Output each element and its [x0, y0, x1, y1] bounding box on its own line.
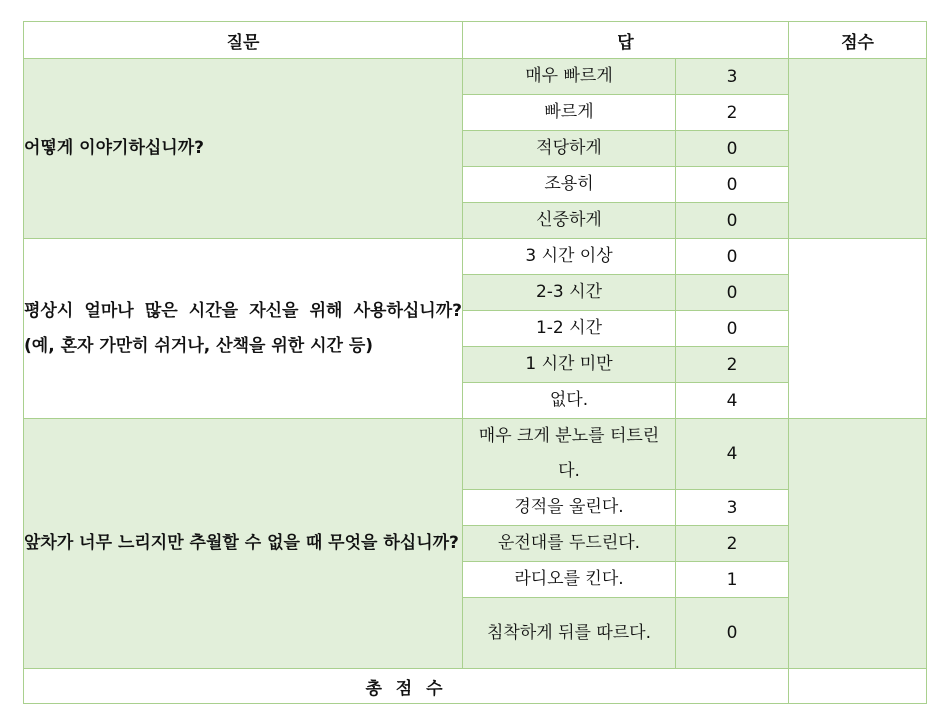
answer-points: 0	[676, 167, 789, 203]
question-3-score-cell[interactable]	[789, 419, 927, 669]
question-2-score-cell[interactable]	[789, 239, 927, 419]
answer-label: 적당하게	[463, 131, 676, 167]
answer-points: 3	[676, 59, 789, 95]
answer-points: 4	[676, 419, 789, 490]
question-1-score-cell[interactable]	[789, 59, 927, 239]
question-2-cell	[24, 239, 463, 419]
table-row	[24, 239, 927, 275]
table-row	[24, 59, 927, 95]
answer-points: 0	[676, 239, 789, 275]
total-label: 총 점 수	[24, 669, 789, 704]
answer-points: 0	[676, 311, 789, 347]
header-row	[24, 22, 927, 59]
question-2-text: 평상시 얼마나 많은 시간을 자신을 위해 사용하십니까? (예, 혼자 가만히 쉬거나, 산책을 위한 시간 등)	[24, 300, 462, 356]
answer-label: 1 시간 미만	[463, 347, 676, 383]
answer-label: 3 시간 이상	[463, 239, 676, 275]
question-3-text: 앞차가 너무 느리지만 추월할 수 없을 때 무엇을 하십니까?	[24, 533, 459, 553]
answer-label: 1-2 시간	[463, 311, 676, 347]
answer-label: 매우 크게 분노를 터트린다.	[463, 419, 676, 490]
answer-label: 없다.	[463, 383, 676, 419]
answer-points: 2	[676, 347, 789, 383]
question-1-cell	[24, 59, 463, 239]
answer-points: 0	[676, 203, 789, 239]
answer-label: 라디오를 킨다.	[463, 562, 676, 598]
answer-label: 조용히	[463, 167, 676, 203]
answer-points: 4	[676, 383, 789, 419]
answer-label: 2-3 시간	[463, 275, 676, 311]
stress-survey-table	[23, 21, 927, 704]
question-3-cell	[24, 419, 463, 669]
answer-label: 신중하게	[463, 203, 676, 239]
answer-label: 운전대를 두드린다.	[463, 526, 676, 562]
answer-label: 경적을 울린다.	[463, 490, 676, 526]
answer-points: 0	[676, 598, 789, 669]
answer-points: 0	[676, 275, 789, 311]
header-score: 점수	[789, 22, 927, 59]
answer-label: 매우 빠르게	[463, 59, 676, 95]
answer-points: 2	[676, 526, 789, 562]
header-question: 질문	[24, 22, 463, 59]
answer-points: 1	[676, 562, 789, 598]
answer-label: 빠르게	[463, 95, 676, 131]
answer-label: 침착하게 뒤를 따르다.	[463, 598, 676, 669]
answer-points: 2	[676, 95, 789, 131]
header-answer: 답	[463, 22, 789, 59]
question-1-text: 어떻게 이야기하십니까?	[24, 138, 204, 158]
table-row	[24, 419, 927, 490]
answer-points: 0	[676, 131, 789, 167]
total-score-cell[interactable]	[789, 669, 927, 704]
total-row	[24, 669, 927, 704]
answer-points: 3	[676, 490, 789, 526]
